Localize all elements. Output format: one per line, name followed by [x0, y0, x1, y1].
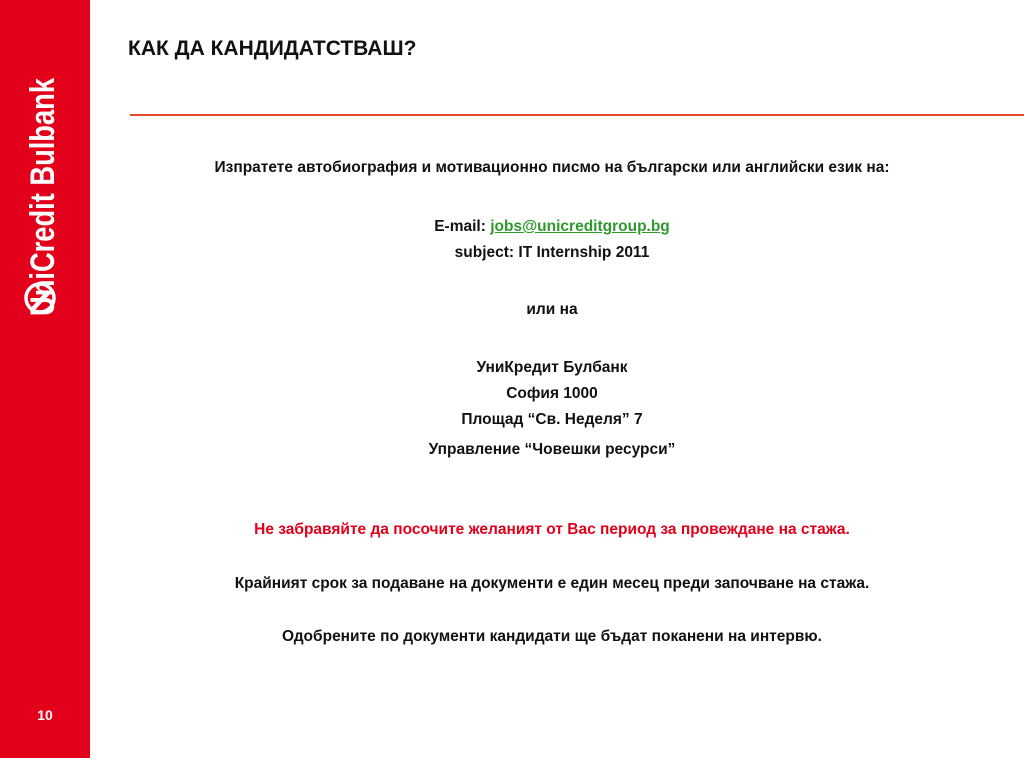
sidebar — [0, 0, 90, 758]
interview-text: Одобрените по документи кандидати ще бъдат поканени на интервю. — [282, 628, 822, 645]
slide-title: КАК ДА КАНДИДАТСТВАШ? — [128, 37, 417, 60]
email-label: E-mail: — [434, 218, 491, 235]
address-city: София 1000 — [506, 385, 598, 402]
deadline-text: Крайният срок за подаване на документи е един месец преди започване на стажа. — [234, 575, 870, 592]
email-line — [100, 218, 1004, 236]
intro-text: Изпратете автобиография и мотивационно писмо на български или английски език на: — [214, 159, 890, 176]
title-divider — [130, 114, 1024, 116]
subject-line: subject: IT Internship 2011 — [454, 244, 650, 261]
warning-text: Не забравяйте да посочите желаният от Вас период за провеждане на стажа. — [254, 521, 850, 538]
address-company: УниКредит Булбанк — [476, 359, 628, 376]
page-number: 10 — [37, 707, 53, 723]
unicredit-bulbank-logo — [0, 0, 90, 340]
address-square: Площад “Св. Неделя” 7 — [461, 411, 643, 428]
logo-wordmark: UniCredit Bulbank — [24, 19, 62, 316]
or-text: или на — [526, 301, 578, 318]
address-department: Управление “Човешки ресурси” — [428, 441, 676, 458]
email-link[interactable]: jobs@unicreditgroup.bg — [490, 218, 670, 235]
